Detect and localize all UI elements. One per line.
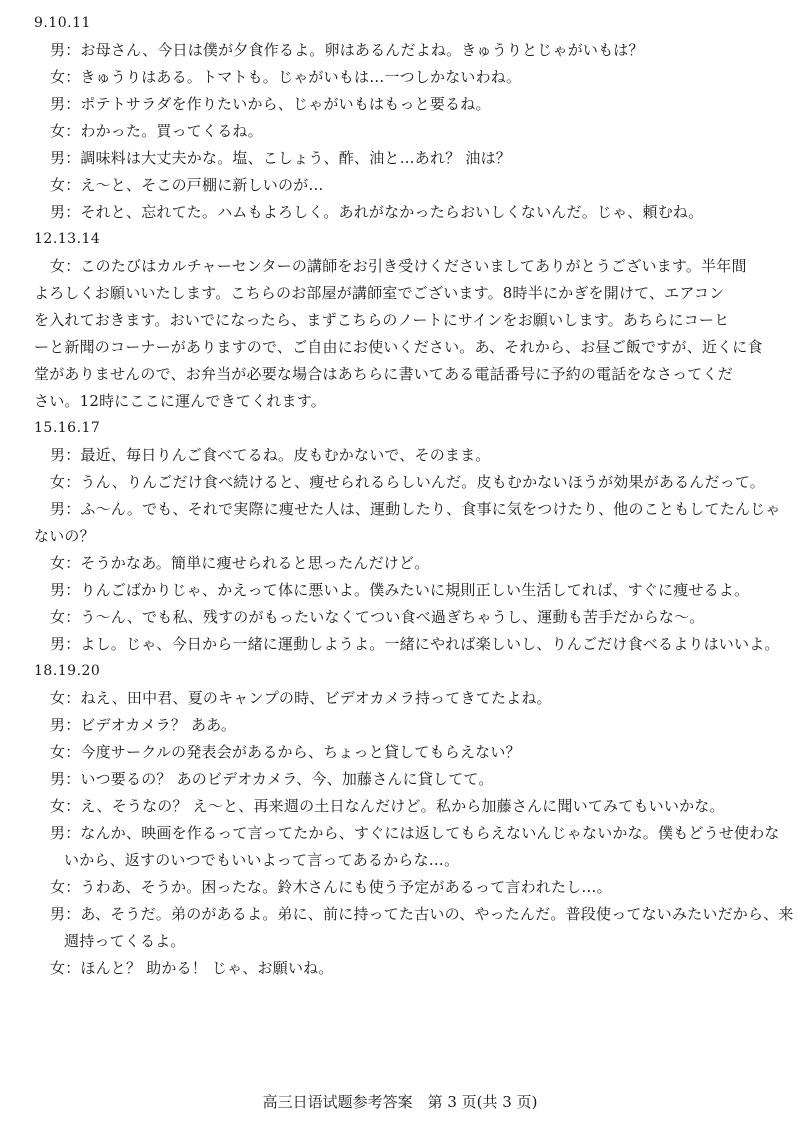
section-15-16-17 [34,415,781,658]
monologue-line: ーと新聞のコーナーがありますので、ご自由にお使いください。あ、それから、お昼ご飯ですが、近くに食 [34,338,763,356]
dialogue-line: 女：そうかなあ。簡単に痩せられると思ったんだけど。 [50,554,430,572]
section-number: 18.19.20 [34,663,101,679]
dialogue-line: 男：よし。じゃ、今日から一緒に運動しようよ。一緒にやれば楽しいし、りんごだけ食べるよりはいいよ。 [50,635,780,653]
section-number: 12.13.14 [34,231,101,247]
dialogue-line: 男：ポテトサラダを作りたいから、じゃがいもはもっと要るね。 [50,95,491,113]
dialogue-line-continuation: 週持ってくるよ。 [64,932,186,950]
dialogue-line: 女：うわあ、そうか。困ったな。鈴木さんにも使う予定があるって言われたし…。 [50,878,612,896]
dialogue-line: 男：ふ～ん。でも、それで実際に痩せた人は、運動したり、食事に気をつけたり、他のこともしてたんじゃ [50,500,781,518]
section-9-10-11 [34,10,774,226]
dialogue-line: 男：調味料は大丈夫かな。塩、こしょう、酢、油と…あれ？ 油は？ [50,149,511,167]
monologue-line: さい。12時にここに運んできてくれます。 [34,392,326,410]
dialogue-line-continuation: いから、返すのいつでもいいよって言ってあるからな…。 [64,851,460,869]
dialogue-line: 女：今度サークルの発表会があるから、ちょっと貸してもらえない？ [50,743,521,761]
monologue-line: 堂がありませんので、お弁当が必要な場合はあちらに書いてある電話番号に予約の電話をなさってくだ [34,365,733,383]
dialogue-line: 女：ほんと？ 助かる！ じゃ、お願いね。 [50,959,334,977]
dialogue-line: 男：最近、毎日りんご食べてるね。皮もむかないで、そのまま。 [50,446,491,464]
monologue-line: よろしくお願いいたします。こちらのお部屋が講師室でございます。8時半にかぎを開けて、エアコン [34,284,725,302]
dialogue-line: 男：なんか、映画を作るって言ってたから、すぐには返してもらえないんじゃないかな。僕もどうせ使わな [50,824,780,842]
document-body [34,10,794,982]
dialogue-line: 女：う～ん、でも私、残すのがもったいなくてつい食べ過ぎちゃうし、運動も苦手だからな～。 [50,608,705,626]
dialogue-line: 男：りんごばかりじゃ、かえって体に悪いよ。僕みたいに規則正しい生活してれば、すぐに痩せるよ。 [50,581,750,599]
monologue-line: 女：このたびはカルチャーセンターの講師をお引き受けくださいましてありがとうございます。半年間 [50,257,747,275]
dialogue-line: 女：わかった。買ってくるね。 [50,122,263,140]
section-number: 15.16.17 [34,420,101,436]
dialogue-line: 女：ねえ、田中君、夏のキャンプの時、ビデオカメラ持ってきてたよね。 [50,689,552,707]
page-footer: 高三日语试题参考答案 第 3 页(共 3 页) [262,1093,538,1111]
dialogue-line: 女：うん、りんごだけ食べ続けると、痩せられるらしいんだ。皮もむかないほうが効果があるんだって。 [50,473,766,491]
dialogue-line: 男：いつ要るの？ あのビデオカメラ、今、加藤さんに貸してて。 [50,770,494,788]
dialogue-line: 男：ビデオカメラ？ ああ。 [50,716,237,734]
dialogue-line: 男：あ、そうだ。弟のがあるよ。弟に、前に持ってた古いの、やったんだ。普段使ってないみたいだから、来 [50,905,794,923]
section-18-19-20 [34,658,794,982]
dialogue-line: 女：きゅうりはある。トマトも。じゃがいもは…一つしかないわね。 [50,68,522,86]
dialogue-line-continuation: ないの？ [34,527,95,545]
dialogue-line: 女：え、そうなの？ え～と、再来週の土日なんだけど。私から加藤さんに聞いてみてもいいかな。 [50,797,725,815]
dialogue-line: 男：それと、忘れてた。ハムもよろしく。あれがなかったらおいしくないんだ。じゃ、頼むね。 [50,203,704,221]
section-number: 9.10.11 [34,15,91,31]
dialogue-line: 女：え～と、そこの戸棚に新しいのが… [50,176,324,194]
monologue-line: を入れておきます。おいでになったら、まずこちらのノートにサインをお願いします。あちらにコーヒ [34,311,730,329]
dialogue-line: 男：お母さん、今日は僕が夕食作るよ。卵はあるんだよね。きゅうりとじゃがいもは？ [50,41,644,59]
section-12-13-14 [34,226,774,415]
